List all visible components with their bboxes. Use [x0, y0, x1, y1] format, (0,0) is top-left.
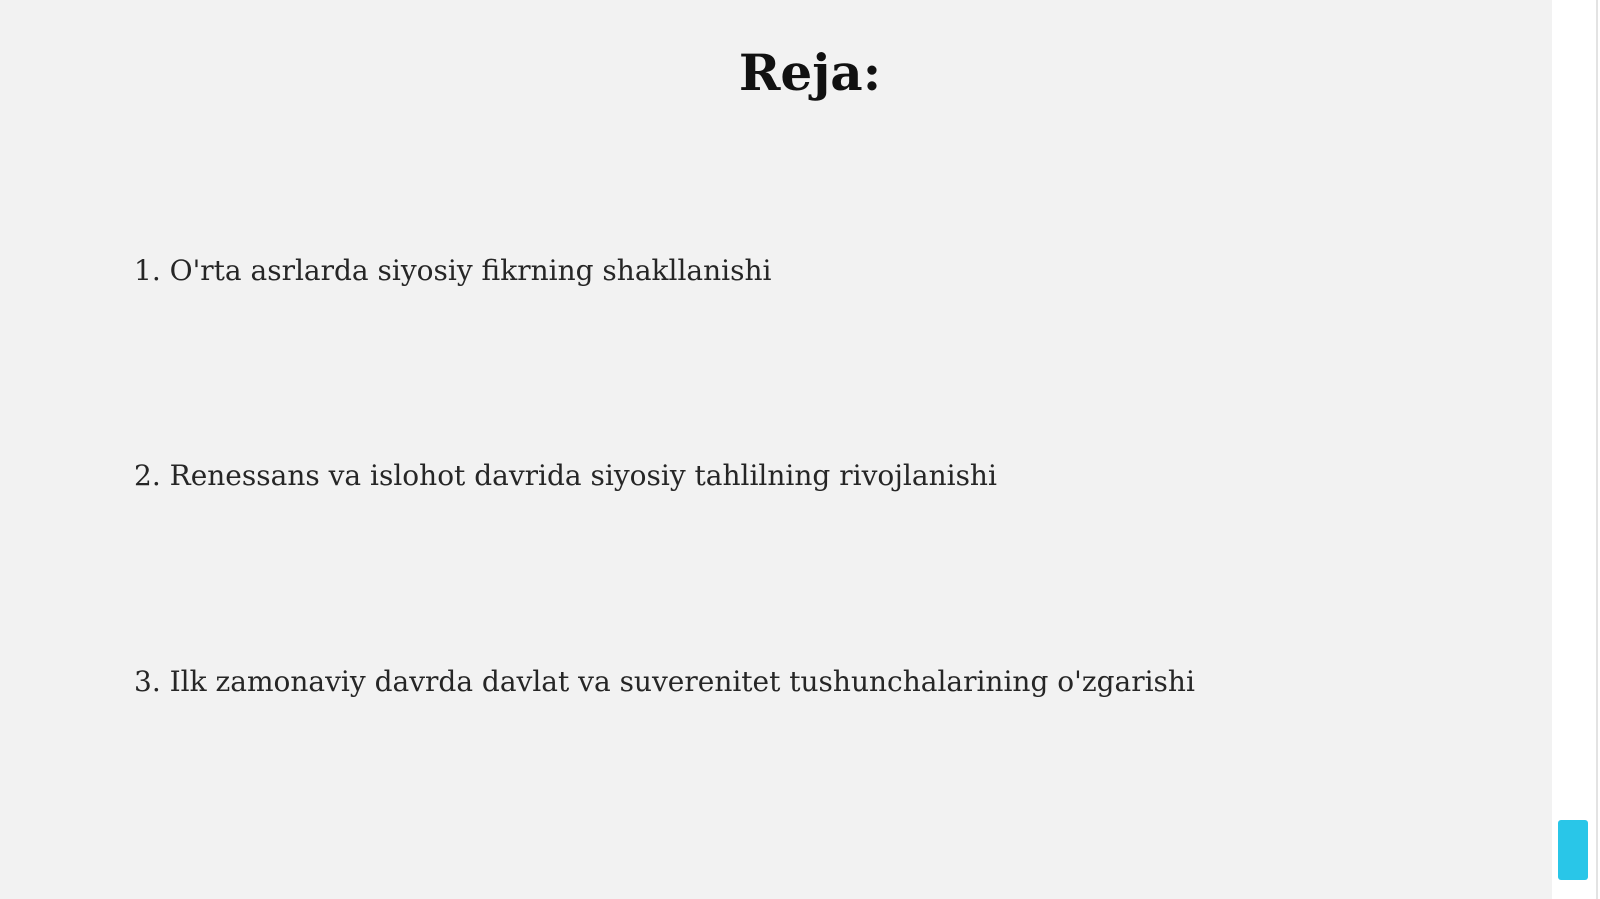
slide-title: Reja: — [738, 43, 882, 102]
plan-item-text: Ilk zamonaviy davrda davlat va suverenitet tushunchalarining o'zgarishi — [169, 665, 1195, 698]
plan-item-2 — [134, 456, 997, 496]
plan-item-text: O'rta asrlarda siyosiy fikrning shakllanishi — [169, 254, 772, 287]
plan-item-number: 1. — [134, 254, 161, 287]
plan-item-1 — [134, 251, 771, 291]
scrollbar-track[interactable] — [1552, 0, 1600, 899]
plan-item-text: Renessans va islohot davrida siyosiy tahlilning rivojlanishi — [169, 459, 997, 492]
plan-item-3 — [134, 662, 1195, 702]
plan-item-number: 2. — [134, 459, 161, 492]
scrollbar-divider — [1596, 0, 1598, 899]
scrollbar-thumb[interactable] — [1558, 820, 1588, 880]
plan-item-number: 3. — [134, 665, 161, 698]
